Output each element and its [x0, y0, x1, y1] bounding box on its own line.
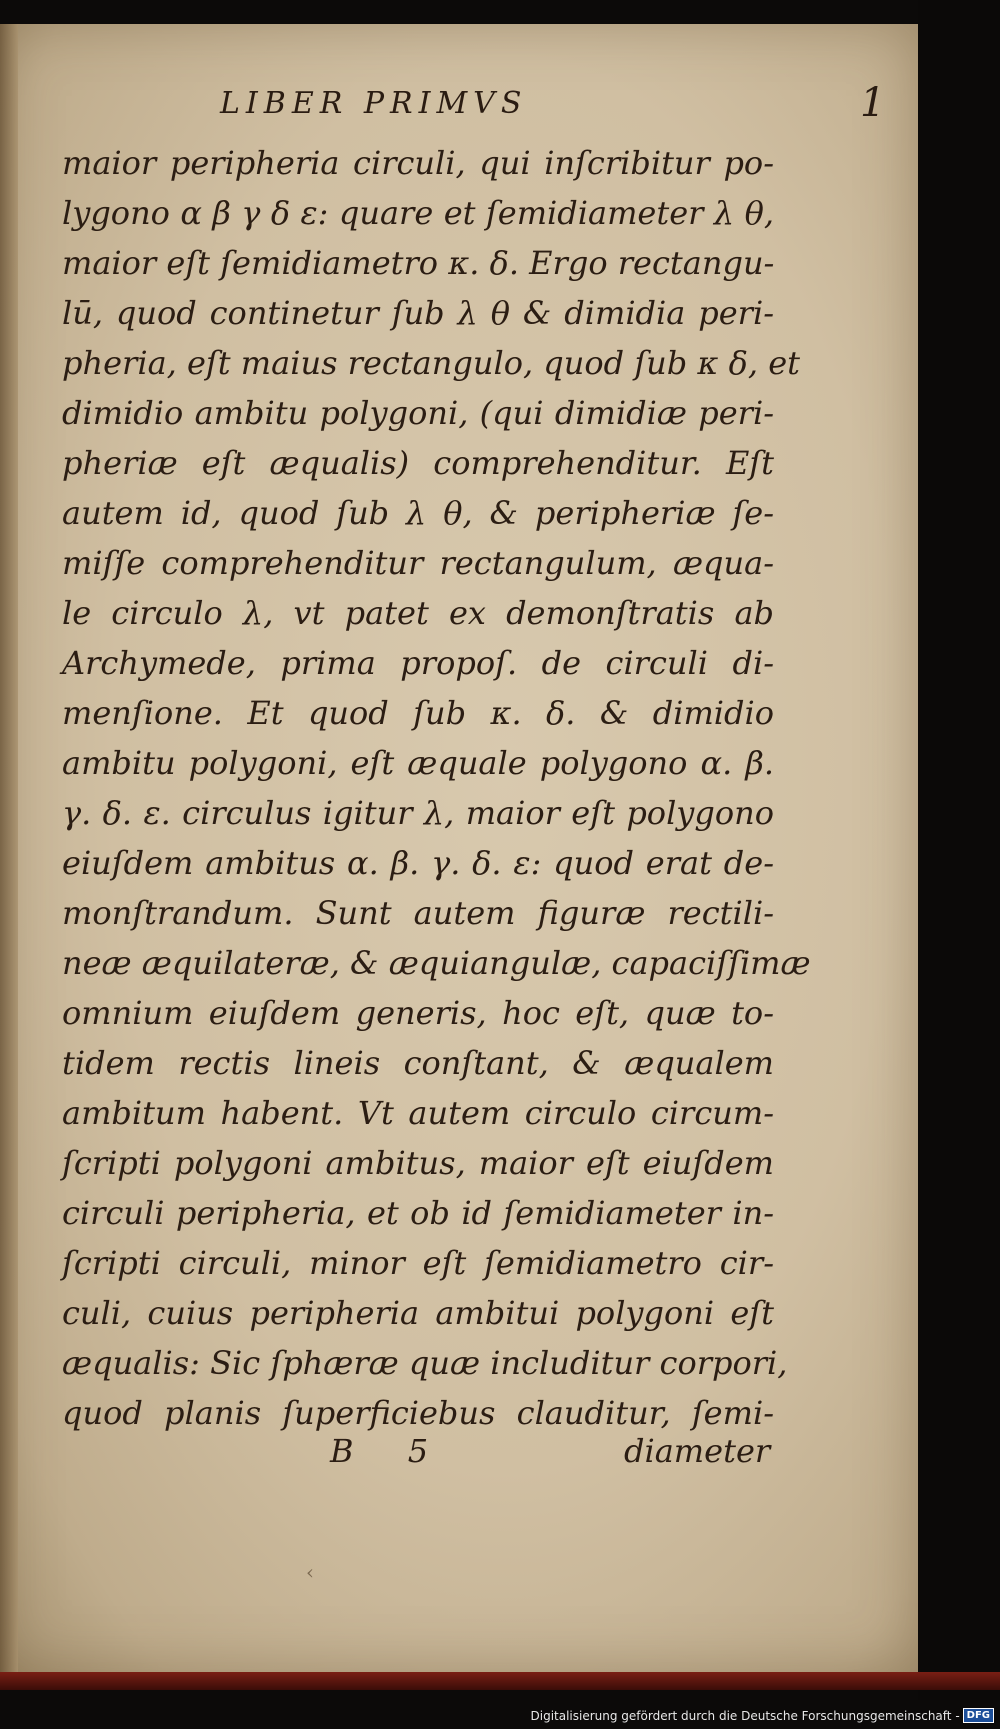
text-line: maior peripheria circuli, qui inſcribitur po- [62, 144, 774, 182]
signature-mark: B 5 [330, 1432, 451, 1470]
text-line: pheria, eſt maius rectangulo, quod ſub κ δ, et [62, 344, 800, 382]
text-line: lygono α β γ δ ε: quare et ſemidiameter λ θ, [62, 194, 774, 232]
text-line: tidem rectis lineis conſtant, & æqualem [62, 1044, 774, 1082]
page-binding-shadow [0, 24, 18, 1672]
text-line: le circulo λ, vt patet ex demonſtratis ab [62, 594, 774, 632]
dfg-logo-icon: DFG [963, 1708, 994, 1723]
folio-number: 1 [860, 80, 886, 126]
footer-text: Digitalisierung gefördert durch die Deutsche Forschungsgemeinschaft - [530, 1708, 960, 1723]
text-line: pheriæ eſt æqualis) comprehenditur. Eſt [62, 444, 774, 482]
text-block [62, 138, 811, 1438]
text-line: miſſe comprehenditur rectangulum, æqua- [62, 544, 774, 582]
text-line: ſcripti polygoni ambitus, maior eſt eiuſdem [62, 1144, 774, 1182]
text-line: dimidio ambitu polygoni, (qui dimidiæ peri- [62, 394, 774, 432]
text-line: omnium eiuſdem generis, hoc eſt, quæ to- [62, 994, 774, 1032]
text-line: maior eſt ſemidiametro κ. δ. Ergo rectangu- [62, 244, 775, 282]
catchword: diameter [624, 1432, 771, 1470]
text-line: menſione. Et quod ſub κ. δ. & dimidio [62, 694, 774, 732]
text-line: neæ æquilateræ, & æquiangulæ, capaciſſimæ [62, 944, 811, 982]
running-head: LIBER PRIMVS [220, 86, 528, 121]
text-line: Archymede, prima propoſ. de circuli di- [62, 644, 774, 682]
text-line: quod planis ſuperficiebus clauditur, ſemi- [62, 1394, 774, 1432]
text-line: autem id, quod ſub λ θ, & peripheriæ ſe- [62, 494, 774, 532]
text-line: γ. δ. ε. circulus igitur λ, maior eſt polygono [62, 794, 774, 832]
text-line: ſcripti circuli, minor eſt ſemidiametro cir- [62, 1244, 774, 1282]
text-line: ambitu polygoni, eſt æquale polygono α. β. [62, 744, 774, 782]
digitization-footer [531, 1708, 995, 1723]
text-line: lū, quod continetur ſub λ θ & dimidia peri- [62, 294, 774, 332]
text-line: eiuſdem ambitus α. β. γ. δ. ε: quod erat de- [62, 844, 774, 882]
text-line: æqualis: Sic ſphæræ quæ includitur corpori, [62, 1344, 788, 1382]
text-line: circuli peripheria, et ob id ſemidiameter in- [62, 1194, 774, 1232]
page-bottom-edge [0, 1672, 1000, 1690]
text-line: ambitum habent. Vt autem circulo circum- [62, 1094, 774, 1132]
dark-margin [918, 0, 1000, 1700]
text-line: culi, cuius peripheria ambitui polygoni eſt [62, 1294, 774, 1332]
stray-mark: ‹ [306, 1560, 314, 1584]
text-line: monſtrandum. Sunt autem figuræ rectili- [62, 894, 774, 932]
